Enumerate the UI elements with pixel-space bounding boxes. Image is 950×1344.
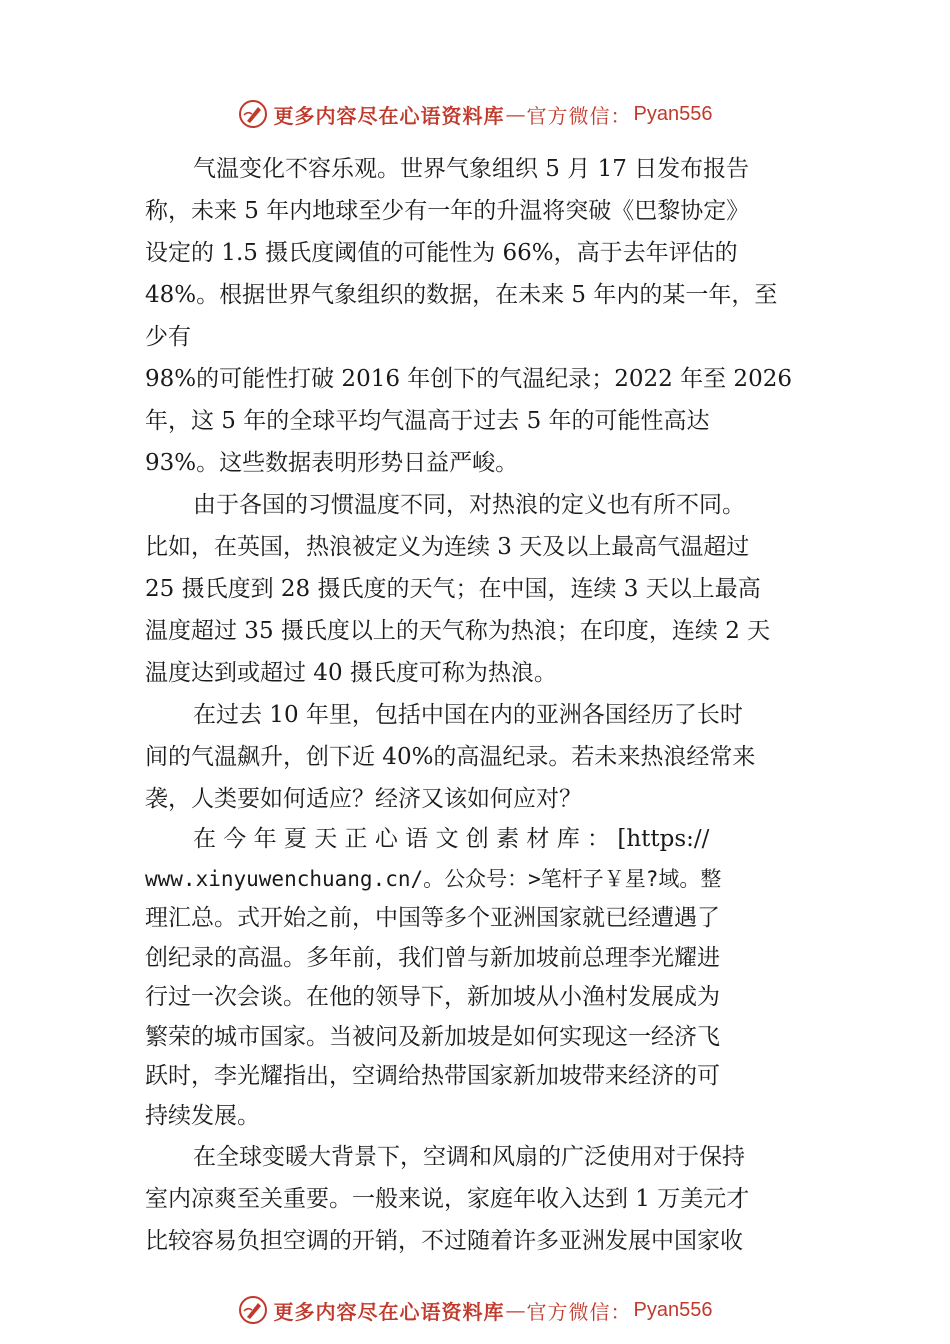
header-wechat-id: Pyan556: [633, 102, 713, 125]
text-line: www.xinyuwenchuang.cn/。公众号：>笔杆子￥星?域。整: [145, 866, 722, 891]
text-line: 少有: [145, 324, 191, 350]
text-line: 48%。根据世界气象组织的数据，在未来 5 年内的某一年，至: [145, 282, 778, 308]
paragraph-5: [145, 1136, 809, 1262]
text-line: 室内凉爽至关重要。一般来说，家庭年收入达到 1 万美元才: [145, 1186, 750, 1212]
text-line: 袭，人类要如何适应？经济又该如何应对？: [145, 786, 582, 812]
header-dash: —: [505, 102, 526, 126]
footer-brand-text: 更多内容尽在心语资料库: [273, 1299, 505, 1324]
header-brand-text: 更多内容尽在心语资料库: [273, 103, 505, 128]
text-line: 间的气温飙升，创下近 40%的高温纪录。若未来热浪经常来: [145, 744, 756, 770]
text-line: 98%的可能性打破 2016 年创下的气温纪录；2022 年至 2026: [145, 366, 792, 392]
text-line: 比如，在英国，热浪被定义为连续 3 天及以上最高气温超过: [145, 534, 750, 560]
text-line: 跃时，李光耀指出，空调给热带国家新加坡带来经济的可: [145, 1063, 720, 1089]
text-line: 理汇总。式开始之前，中国等多个亚洲国家就已经遭遇了: [145, 905, 720, 931]
text-line: 由于各国的习惯温度不同，对热浪的定义也有所不同。: [193, 492, 745, 518]
pen-logo-icon: [238, 99, 268, 129]
header-label: 官方微信：: [526, 103, 632, 128]
text-line: 称，未来 5 年内地球至少有一年的升温将突破《巴黎协定》: [145, 198, 750, 224]
paragraph-4: [145, 820, 809, 1136]
footer-banner: [0, 1290, 950, 1330]
header-banner: [0, 94, 950, 134]
text-line: 在 今 年 夏 天 正 心 语 文 创 素 材 库 ： [https://: [193, 826, 710, 852]
text-line: 繁荣的城市国家。当被问及新加坡是如何实现这一经济飞: [145, 1023, 720, 1050]
footer-label: 官方微信：: [526, 1299, 632, 1324]
text-line: 年，这 5 年的全球平均气温高于过去 5 年的可能性高达: [145, 408, 710, 434]
document-body: [145, 148, 809, 1262]
text-line: 持续发展。: [145, 1102, 260, 1129]
text-line: 行过一次会谈。在他的领导下，新加坡从小渔村发展成为: [145, 984, 720, 1010]
text-line: 气温变化不容乐观。世界气象组织 5 月 17 日发布报告: [193, 156, 750, 182]
text-line: 比较容易负担空调的开销，不过随着许多亚洲发展中国家收: [145, 1228, 743, 1254]
text-line: 在全球变暖大背景下，空调和风扇的广泛使用对于保持: [193, 1144, 745, 1170]
text-line: 温度达到或超过 40 摄氏度可称为热浪。: [145, 660, 557, 686]
footer-wechat-id: Pyan556: [633, 1298, 713, 1321]
paragraph-2: [145, 484, 809, 694]
paragraph-3: [145, 694, 809, 820]
text-line: 25 摄氏度到 28 摄氏度的天气；在中国，连续 3 天以上最高: [145, 576, 761, 602]
text-line: 温度超过 35 摄氏度以上的天气称为热浪；在印度，连续 2 天: [145, 618, 771, 644]
text-line: 在过去 10 年里，包括中国在内的亚洲各国经历了长时: [193, 702, 743, 728]
footer-dash: —: [505, 1298, 526, 1322]
text-line: 93%。这些数据表明形势日益严峻。: [145, 450, 519, 476]
paragraph-1: [145, 148, 809, 484]
text-line: 创纪录的高温。多年前，我们曾与新加坡前总理李光耀进: [145, 944, 720, 971]
text-line: 设定的 1.5 摄氏度阈值的可能性为 66%，高于去年评估的: [145, 240, 738, 266]
pen-logo-icon: [238, 1295, 268, 1325]
